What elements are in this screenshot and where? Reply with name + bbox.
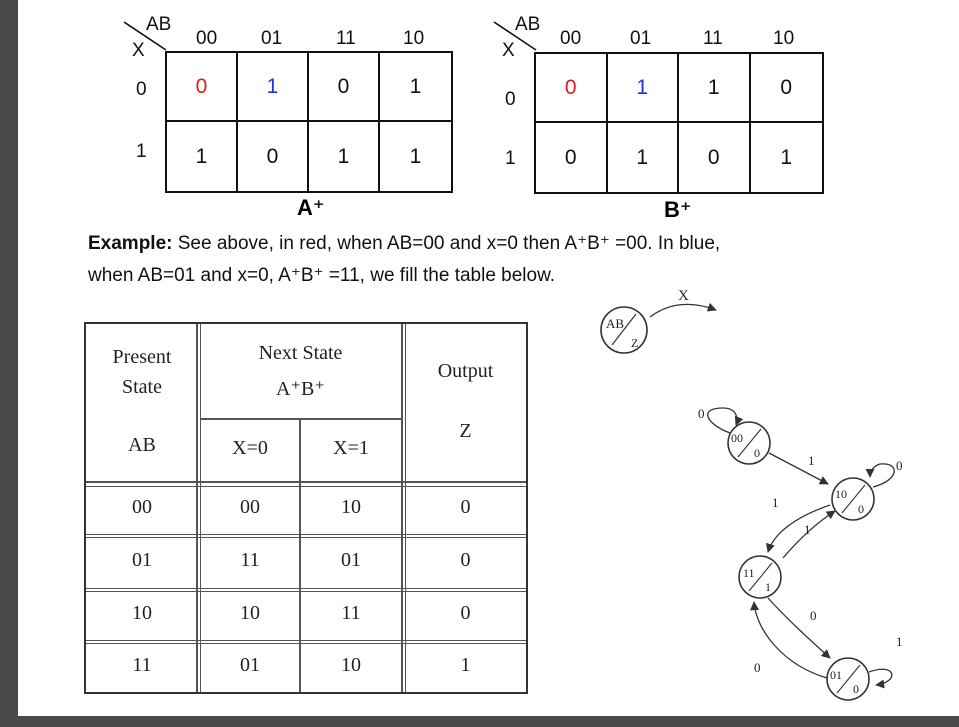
header-ab: AB	[128, 434, 156, 456]
header-x1: X=1	[333, 437, 369, 459]
kmap-a-grid	[165, 51, 453, 193]
edge-label: 1	[896, 634, 903, 649]
table-divider	[86, 588, 526, 589]
kmap-b-cell: 1	[608, 54, 680, 123]
kmap-a-col-header: 00	[196, 28, 218, 49]
table-cell-x0: 01	[240, 654, 260, 676]
kmap-b-cell: 0	[536, 123, 608, 192]
kmap-a-col-header: 11	[336, 28, 356, 49]
kmap-a-col-header: 10	[403, 28, 425, 49]
kmap-a-corner-ab: AB	[146, 14, 172, 35]
table-cell-x1: 11	[341, 602, 361, 624]
edge-label: 0	[896, 458, 903, 473]
table-cell-ab: 10	[132, 602, 152, 624]
kmap-a-cell: 1	[167, 122, 238, 191]
kmap-a-col-header: 01	[261, 28, 283, 49]
kmap-a-row-header: 1	[136, 141, 147, 162]
state-table	[84, 322, 528, 694]
legend-ab: AB	[606, 316, 625, 331]
table-divider	[86, 481, 526, 483]
table-cell-z: 0	[460, 602, 471, 624]
header-state: State	[122, 376, 162, 398]
table-cell-ab: 11	[132, 654, 152, 676]
example-label: Example:	[88, 233, 173, 254]
kmap-a-cell: 1	[380, 53, 451, 122]
state-output: 0	[853, 682, 859, 696]
kmap-b-col-header: 11	[703, 28, 723, 49]
header-next-state: Next State	[258, 342, 343, 364]
header-next-ab: A⁺B⁺	[276, 378, 325, 400]
kmap-a-cell: 0	[238, 122, 309, 191]
edge-label: 0	[810, 608, 817, 623]
kmap-b-cell: 1	[780, 145, 793, 169]
table-cell-x1: 10	[341, 654, 361, 676]
kmap-b-col-header: 10	[773, 28, 795, 49]
state-diagram	[578, 290, 918, 710]
table-divider	[86, 591, 526, 592]
state-output: 0	[858, 502, 864, 516]
kmap-b-cell: 1	[679, 54, 751, 123]
kmap-b-title: B⁺	[664, 197, 692, 222]
example-text	[88, 228, 848, 292]
table-cell-z: 0	[460, 549, 471, 571]
header-present: Present	[112, 346, 172, 368]
legend-arrow	[650, 304, 716, 317]
state-label: 00	[731, 431, 743, 445]
table-divider	[86, 640, 526, 641]
table-divider	[86, 486, 526, 487]
edge-10-11	[768, 505, 830, 552]
table-divider	[86, 643, 526, 644]
kmap-b-grid	[534, 52, 824, 194]
viewer-bottom-strip	[0, 716, 959, 727]
kmap-b-col-header: 01	[630, 28, 652, 49]
kmap-b-corner-x: X	[502, 40, 515, 61]
legend-x: X	[678, 290, 689, 304]
diagram-legend	[601, 290, 716, 353]
table-cell-x1: 10	[341, 496, 361, 518]
edge-self-10	[870, 464, 894, 487]
example-line-1-text: See above, in red, when AB=00 and x=0 then A⁺B⁺ =00. In blue,	[172, 233, 721, 254]
kmap-b-row-header: 1	[505, 148, 516, 169]
table-cell-ab: 00	[132, 496, 152, 518]
kmap-b-row-header: 0	[505, 89, 516, 110]
kmap-a-cell: 1	[409, 144, 422, 168]
state-node-10	[832, 478, 874, 520]
state-node-00	[728, 422, 770, 464]
state-node-11	[739, 556, 781, 598]
table-cell-z: 1	[460, 654, 471, 676]
header-output: Output	[437, 360, 494, 382]
state-label: 11	[743, 566, 755, 580]
state-output: 0	[754, 446, 760, 460]
state-label: 01	[830, 668, 842, 682]
kmap-b-corner-ab: AB	[515, 14, 541, 35]
table-cell-ab: 01	[132, 549, 152, 571]
table-divider	[86, 534, 526, 535]
kmap-a-cell: 0	[309, 53, 380, 122]
kmap-a-row-header: 0	[136, 79, 147, 100]
table-divider	[401, 324, 403, 692]
edge-label: 1	[804, 522, 811, 537]
page	[18, 0, 959, 716]
table-cell-x0: 11	[240, 549, 260, 571]
table-divider	[86, 537, 526, 538]
kmap-a-corner-x: X	[132, 40, 145, 61]
kmap-a-cell: 0	[167, 53, 238, 122]
edge-label: 1	[772, 495, 779, 510]
kmap-b-cell: 0	[536, 54, 608, 123]
kmap-b-cell: 1	[608, 123, 680, 192]
header-x0: X=0	[232, 437, 268, 459]
table-cell-x0: 10	[240, 602, 260, 624]
kmap-a-title: A⁺	[297, 195, 325, 220]
edge-self-01	[869, 669, 892, 685]
kmap-a-cell: 1	[309, 122, 380, 191]
kmap-b-cell: 0	[679, 123, 751, 192]
kmap-a-cell: 1	[238, 53, 309, 122]
example-line-1	[88, 228, 848, 260]
legend-z: Z	[631, 336, 639, 350]
header-z: Z	[459, 420, 472, 442]
edge-label: 0	[754, 660, 761, 675]
table-divider	[200, 418, 401, 420]
table-cell-x1: 01	[341, 549, 361, 571]
state-label: 10	[835, 487, 847, 501]
kmap-b-col-header: 00	[560, 28, 582, 49]
state-node-01	[827, 658, 869, 700]
kmap-b-cell: 0	[751, 54, 823, 123]
edge-label: 1	[808, 453, 815, 468]
edge-label: 0	[698, 406, 705, 421]
state-output: 1	[765, 580, 771, 594]
edge-00-10	[769, 453, 828, 484]
table-cell-z: 0	[460, 496, 471, 518]
table-cell-x0: 00	[240, 496, 260, 518]
example-line-2: when AB=01 and x=0, A⁺B⁺ =11, we fill the table below.	[88, 265, 556, 286]
